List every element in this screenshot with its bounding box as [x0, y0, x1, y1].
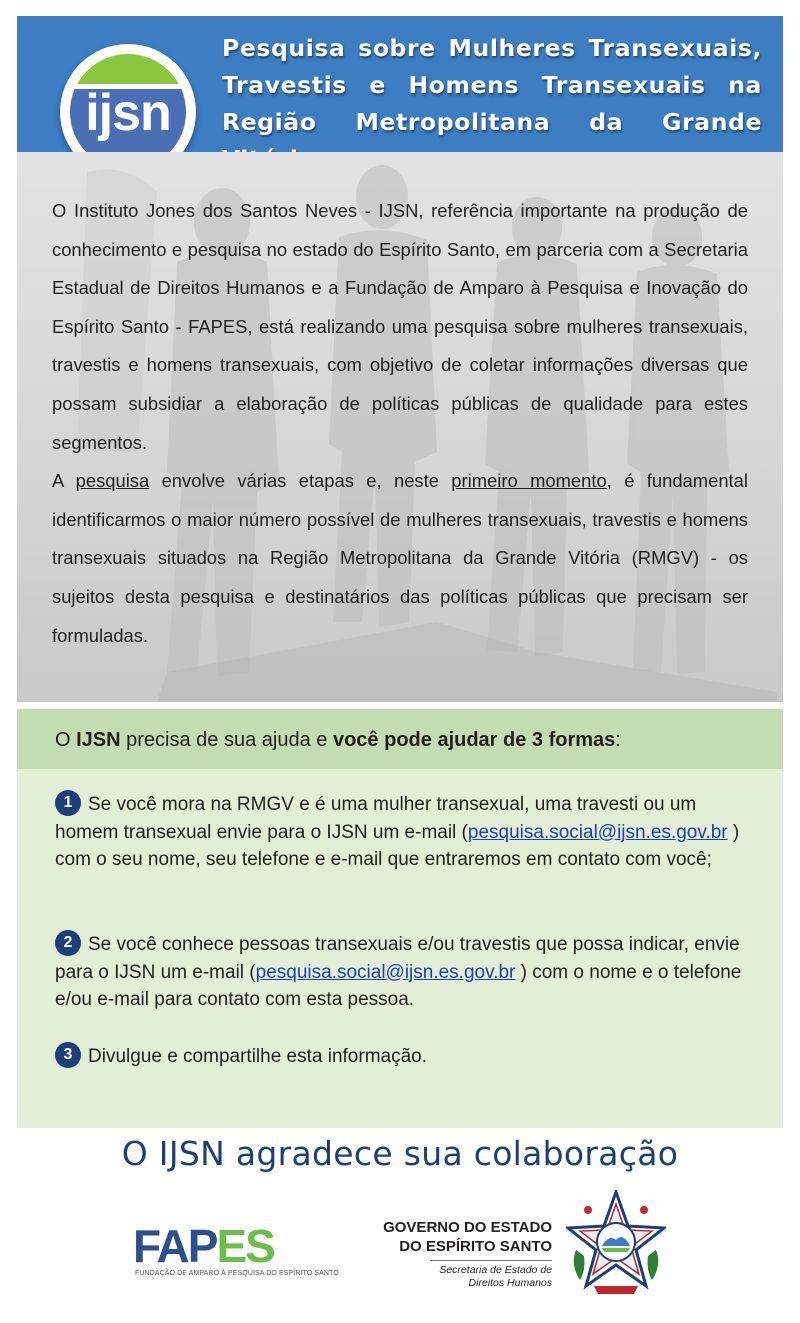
- gov-line-1: GOVERNO DO ESTADO: [383, 1219, 552, 1236]
- number-badge-icon: 3: [55, 1042, 81, 1068]
- primeiro-momento-link[interactable]: primeiro momento: [451, 470, 607, 492]
- intro-section: [17, 152, 783, 702]
- fapes-subtitle: FUNDAÇÃO DE AMPARO À PESQUISA DO ESPÍRITO SANTO: [135, 1270, 339, 1277]
- gov-line-3: Secretaria de Estado de: [439, 1264, 552, 1276]
- intro-paragraph-1: O Instituto Jones dos Santos Neves - IJSN, referência importante na produção de conhecimento e pesquisa no estado do Espírito Santo, em parceria com a Secretaria Estadual de Direitos Humanos e a Fundação de Amparo à Pesquisa e Inovação do Espírito Santo - FAPES, está realizando uma pesquisa sobre mulheres transexuais, travestis e homens transexuais, com objetivo de coletar informações diversas que possam subsidiar a elaboração de políticas públicas de qualidade para estes segmentos.: [52, 200, 748, 453]
- svg-text:FAPES: FAPES: [133, 1224, 274, 1272]
- gov-divider: [430, 1260, 552, 1261]
- help-item-1: 1 Se você mora na RMGV e é uma mulher transexual, uma travesti ou um homem transexual envie para o IJSN um e-mail (pesquisa.social@ijsn.es.gov.br ) com o seu nome, seu telefone e e-mail que entraremos em contato com você;: [55, 791, 745, 874]
- email-link[interactable]: pesquisa.social@ijsn.es.gov.br: [467, 821, 728, 843]
- gov-es-block: [380, 1218, 552, 1290]
- intro-paragraph-2: A pesquisa envolve várias etapas e, neste primeiro momento, é fundamental identificarmos o maior número possível de mulheres transexuais, travestis e homens transexuais situados na Região Metropolitana da Grande Vitória (RMGV) - os sujeitos desta pesquisa e destinatários das políticas públicas que precisam ser formuladas.: [52, 470, 748, 646]
- title-line-3: Região Metropolitana da Grande: [222, 108, 762, 136]
- title-line-1: Pesquisa sobre Mulheres Transexuais,: [222, 34, 762, 62]
- help-item-3: 3 Divulgue e compartilhe esta informação.: [55, 1043, 745, 1071]
- coat-of-arms-icon: [566, 1190, 666, 1298]
- help-heading: O IJSN precisa de sua ajuda e você pode ajudar de 3 formas:: [55, 729, 621, 751]
- title-line-2: Travestis e Homens Transexuais na: [222, 71, 762, 99]
- intro-text: [52, 192, 748, 655]
- number-badge-icon: 2: [55, 930, 81, 956]
- ijsn-logo-text: ijsn: [85, 84, 171, 142]
- number-badge-icon: 1: [55, 790, 81, 816]
- help-body: [17, 769, 783, 1128]
- gov-line-4: Direitos Humanos: [468, 1277, 552, 1289]
- help-item-2: 2 Se você conhece pessoas transexuais e/ou travestis que possa indicar, envie para o IJSN um e-mail (pesquisa.social@ijsn.es.gov.br ) com o nome e o telefone e/ou e-mail para contato com esta pessoa.: [55, 931, 745, 1014]
- email-link[interactable]: pesquisa.social@ijsn.es.gov.br: [255, 961, 516, 983]
- gov-line-2: DO ESPÍRITO SANTO: [399, 1238, 552, 1255]
- help-header: [17, 709, 783, 769]
- pesquisa-link[interactable]: pesquisa: [75, 470, 150, 492]
- thanks-message: O IJSN agradece sua colaboração: [121, 1134, 679, 1173]
